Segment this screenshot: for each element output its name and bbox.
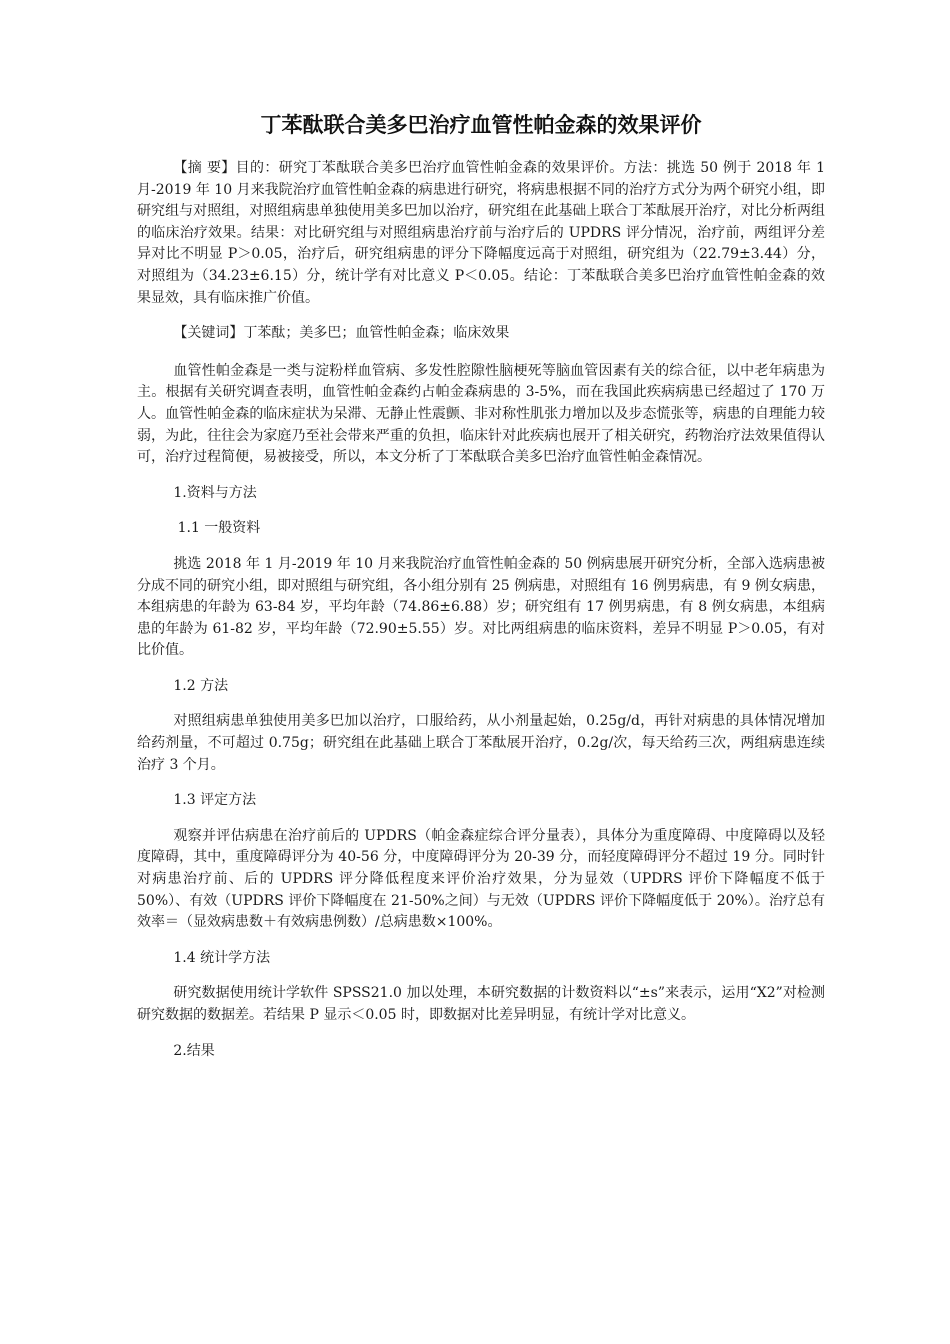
subsection-heading-general-data: 1.1 一般资料 bbox=[177, 520, 261, 537]
article bbox=[137, 110, 825, 1076]
paper-title: 丁苯酞联合美多巴治疗血管性帕金森的效果评价 bbox=[260, 113, 702, 137]
subsection-heading-evaluation: 1.3 评定方法 bbox=[173, 792, 257, 809]
section-heading-materials-methods: 1.资料与方法 bbox=[173, 484, 257, 501]
abstract: 【摘 要】目的：研究丁苯酞联合美多巴治疗血管性帕金森的效果评价。方法：挑选 50 例于 2018 年 1 月-2019 年 10 月来我院治疗血管性帕金森的病患进行研究，将病患根据不同的治疗方式分为两个研究小组，即研究组与对照组，对照组病患单独使用美多巴加以治疗，研究组在此基础上联合丁苯酞展开治疗，对比分析两组的临床治疗效果。结果：对比研究组与对照组病患治疗前与治疗后的 UPDRS 评分情况，治疗前，两组评分差异对比不明显 P＞0.05，治疗后，研究组病患的评分下降幅度远高于对照组，研究组为（22.79±3.44）分，对照组为（34.23±6.15）分，统计学有对比意义 P＜0.05。结论：丁苯酞联合美多巴治疗血管性帕金森的效果显效，具有临床推广价值。 bbox=[137, 160, 825, 306]
general-data-paragraph: 挑选 2018 年 1 月-2019 年 10 月来我院治疗血管性帕金森的 50 例病患展开研究分析，全部入选病患被分成不同的研究小组，即对照组与研究组，各小组分别有 25 例病患，对照组有 16 例男病患，有 9 例女病患，本组病患的年龄为 63-84 岁，平均年龄（74.86±6.88）岁；研究组有 17 例男病患，有 8 例女病患，本组病患的年龄为 61-82 岁，平均年龄（72.90±5.55）岁。对比两组病患的临床资料，差异不明显 P＞0.05，有对比价值。 bbox=[137, 555, 825, 659]
keywords: 【关键词】丁苯酞；美多巴；血管性帕金森；临床效果 bbox=[173, 325, 510, 342]
evaluation-paragraph: 观察并评估病患在治疗前后的 UPDRS（帕金森症综合评分量表），具体分为重度障碍、中度障碍以及轻度障碍，其中，重度障碍评分为 40-56 分，中度障碍评分为 20-39 分，而轻度障碍评分不超过 19 分。同时针对病患治疗前、后的 UPDRS 评分降低程度来评价治疗效果，分为显效（UPDRS 评价下降幅度不低于 50%）、有效（UPDRS 评价下降幅度在 21-50%之间）与无效（UPDRS 评价下降幅度低于 20%）。治疗总有效率＝（显效病患数＋有效病患例数）/总病患数×100%。 bbox=[137, 827, 825, 931]
subsection-heading-methods: 1.2 方法 bbox=[173, 677, 229, 694]
subsection-heading-statistics: 1.4 统计学方法 bbox=[173, 949, 271, 966]
methods-paragraph: 对照组病患单独使用美多巴加以治疗，口服给药，从小剂量起始，0.25g/d，再针对病患的具体情况增加给药剂量，不可超过 0.75g；研究组在此基础上联合丁苯酞展开治疗，0.2g/次，每天给药三次，两组病患连续治疗 3 个月。 bbox=[137, 713, 825, 773]
statistics-paragraph: 研究数据使用统计学软件 SPSS21.0 加以处理，本研究数据的计数资料以“±s”来表示，运用“X2”对检测研究数据的数据差。若结果 P 显示＜0.05 时，即数据对比差异明显，有统计学对比意义。 bbox=[137, 985, 825, 1023]
intro-paragraph: 血管性帕金森是一类与淀粉样血管病、多发性腔隙性脑梗死等脑血管因素有关的综合征，以中老年病患为主。根据有关研究调查表明，血管性帕金森约占帕金森病患的 3-5%，而在我国此疾病病患已经超过了 170 万人。血管性帕金森的临床症状为呆滞、无静止性震颤、非对称性肌张力增加以及步态慌张等，病患的自理能力较弱，为此，往往会为家庭乃至社会带来严重的负担，临床针对此疾病也展开了相关研究，药物治疗法效果值得认可，治疗过程简便，易被接受，所以，本文分析了丁苯酞联合美多巴治疗血管性帕金森情况。 bbox=[137, 362, 825, 466]
section-heading-results: 2.结果 bbox=[173, 1042, 215, 1059]
